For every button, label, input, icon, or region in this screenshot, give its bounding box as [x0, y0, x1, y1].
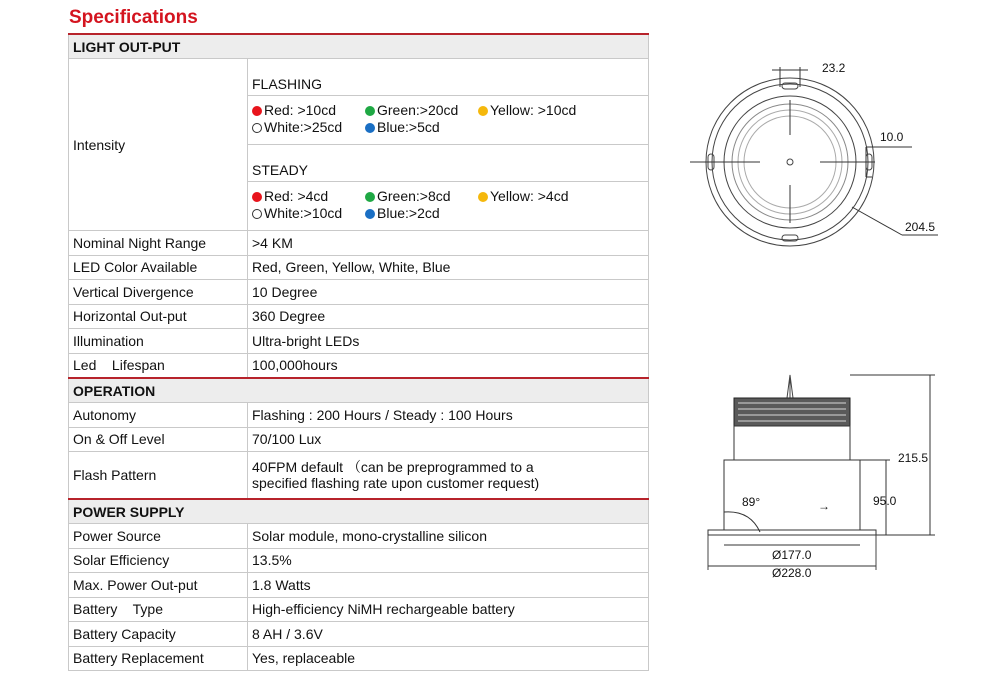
flash-pattern-label: Flash Pattern	[69, 452, 248, 500]
intensity-value: Green:>20cd	[377, 102, 459, 118]
intensity-value: White:>25cd	[264, 119, 343, 135]
spec-label: Battery Replacement	[69, 646, 248, 671]
intensity-value: Green:>8cd	[377, 188, 451, 204]
spec-row	[69, 403, 649, 428]
section-header: OPERATION	[69, 378, 649, 403]
intensity-value: Red: >10cd	[264, 102, 336, 118]
spec-value: Yes, replaceable	[248, 646, 649, 671]
spec-value: 1.8 Watts	[248, 573, 649, 598]
spec-label: On & Off Level	[69, 427, 248, 452]
spec-label: Horizontal Out-put	[69, 304, 248, 329]
direction-arrow: →	[818, 499, 830, 513]
steady-intensity-list	[252, 182, 644, 230]
blue-dot-icon	[365, 123, 375, 133]
dim-slot: 23.2	[822, 61, 846, 75]
spec-value: 10 Degree	[248, 280, 649, 305]
intensity-white	[252, 119, 365, 136]
page-title: Specifications	[69, 7, 198, 28]
dim-base: 95.0	[873, 494, 897, 508]
flash-pattern-row	[69, 452, 649, 500]
green-dot-icon	[365, 192, 375, 202]
intensity-yellow	[478, 102, 591, 119]
intensity-red	[252, 102, 365, 119]
flash-pattern-line1: 40FPM default （can be preprogrammed to a	[252, 459, 534, 475]
spec-value: High-efficiency NiMH rechargeable battery	[248, 597, 649, 622]
section-power-supply	[69, 499, 649, 524]
spec-row	[69, 280, 649, 305]
spec-label: Led Lifespan	[69, 353, 248, 378]
intensity-blue	[365, 205, 478, 222]
spec-row	[69, 597, 649, 622]
white-dot-icon	[252, 209, 262, 219]
spec-value: 13.5%	[248, 548, 649, 573]
spec-row	[69, 329, 649, 354]
intensity-red	[252, 188, 365, 205]
dim-height: 215.5	[898, 451, 929, 465]
spec-label: Autonomy	[69, 403, 248, 428]
spec-value: >4 KM	[248, 231, 649, 256]
spec-row	[69, 573, 649, 598]
section-header: LIGHT OUT-PUT	[69, 34, 649, 59]
spec-value: 100,000hours	[248, 353, 649, 378]
red-dot-icon	[252, 192, 262, 202]
top-view-drawing	[680, 55, 940, 255]
intensity-label: Intensity	[69, 59, 248, 231]
intensity-value: Red: >4cd	[264, 188, 329, 204]
spec-label: Power Source	[69, 524, 248, 549]
section-header: POWER SUPPLY	[69, 499, 649, 524]
spec-row	[69, 524, 649, 549]
spec-value: Flashing : 200 Hours / Steady : 100 Hours	[248, 403, 649, 428]
intensity-value: White:>10cd	[264, 205, 343, 221]
spec-label: Solar Efficiency	[69, 548, 248, 573]
blue-dot-icon	[365, 209, 375, 219]
flash-pattern-line2: specified flashing rate upon customer request)	[252, 475, 540, 491]
specifications-table	[68, 33, 649, 671]
yellow-dot-icon	[478, 106, 488, 116]
flashing-intensity-list	[252, 96, 644, 144]
spec-row	[69, 304, 649, 329]
white-dot-icon	[252, 123, 262, 133]
intensity-white	[252, 205, 365, 222]
spec-row	[69, 427, 649, 452]
spec-label: Battery Type	[69, 597, 248, 622]
spec-value: Red, Green, Yellow, White, Blue	[248, 255, 649, 280]
spec-row	[69, 622, 649, 647]
dim-tab: 10.0	[880, 130, 904, 144]
spec-row	[69, 231, 649, 256]
dim-inner-diameter: Ø177.0	[772, 548, 812, 562]
spec-label: Battery Capacity	[69, 622, 248, 647]
section-light-output	[69, 34, 649, 59]
intensity-value: Yellow: >10cd	[490, 102, 577, 118]
dim-angle: 89°	[742, 495, 761, 509]
spec-row	[69, 255, 649, 280]
intensity-blue	[365, 119, 478, 136]
spec-value: Ultra-bright LEDs	[248, 329, 649, 354]
intensity-yellow	[478, 188, 591, 205]
intensity-green	[365, 188, 478, 205]
spec-label: Max. Power Out-put	[69, 573, 248, 598]
steady-title: STEADY	[248, 159, 648, 182]
dim-diameter: 204.5	[905, 220, 936, 234]
spec-value: 70/100 Lux	[248, 427, 649, 452]
intensity-row	[69, 59, 649, 231]
green-dot-icon	[365, 106, 375, 116]
side-view-drawing	[690, 370, 950, 585]
spec-value: Solar module, mono-crystalline silicon	[248, 524, 649, 549]
intensity-value: Blue:>5cd	[377, 119, 440, 135]
intensity-green	[365, 102, 478, 119]
spec-row	[69, 548, 649, 573]
spec-label: LED Color Available	[69, 255, 248, 280]
spec-row	[69, 353, 649, 378]
spec-value: 360 Degree	[248, 304, 649, 329]
spec-label: Illumination	[69, 329, 248, 354]
yellow-dot-icon	[478, 192, 488, 202]
spec-label: Nominal Night Range	[69, 231, 248, 256]
section-operation	[69, 378, 649, 403]
intensity-value: Yellow: >4cd	[490, 188, 569, 204]
intensity-value: Blue:>2cd	[377, 205, 440, 221]
spec-row	[69, 646, 649, 671]
spec-label: Vertical Divergence	[69, 280, 248, 305]
spec-value: 8 AH / 3.6V	[248, 622, 649, 647]
dim-outer-diameter: Ø228.0	[772, 566, 812, 580]
flashing-title: FLASHING	[248, 73, 648, 96]
red-dot-icon	[252, 106, 262, 116]
